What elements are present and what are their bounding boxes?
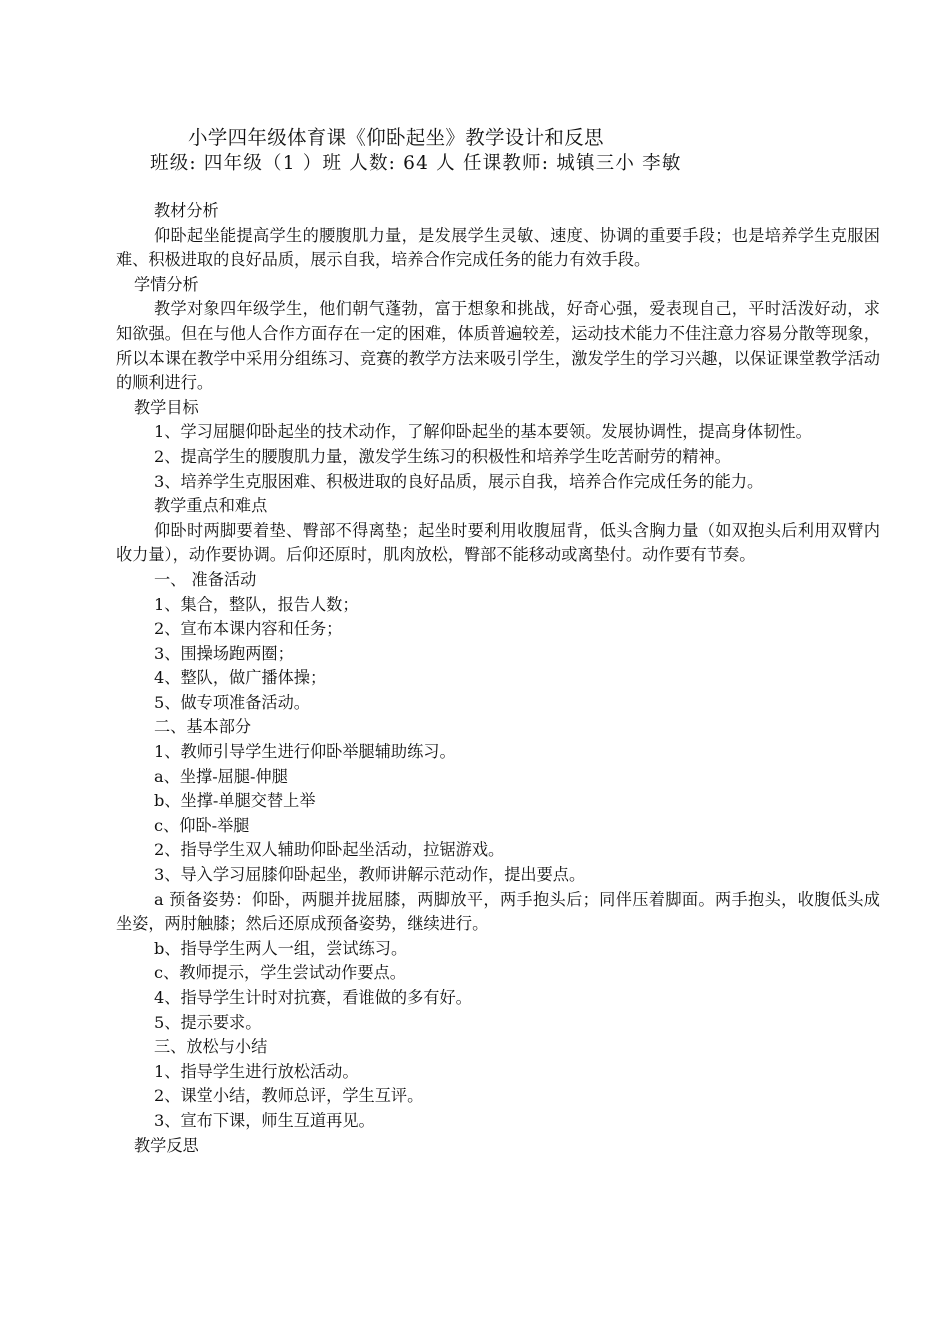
list-item: a 预备姿势：仰卧，两腿并拢屈膝，两脚放平，两手抱头后；同伴压着脚面。两手抱头，收腹低头成坐姿，两肘触膝；然后还原成预备姿势，继续进行。	[116, 889, 880, 934]
list-item: 2、提高学生的腰腹肌力量，激发学生练习的积极性和培养学生吃苦耐劳的精神。	[154, 446, 731, 466]
section-heading: 学情分析	[134, 274, 199, 294]
list-item: 5、提示要求。	[154, 1012, 262, 1032]
list-item: 1、指导学生进行放松活动。	[154, 1061, 359, 1081]
list-item: b、坐撑-单腿交替上举	[154, 791, 316, 811]
list-item: 3、围操场跑两圈；	[154, 643, 294, 663]
paragraph: 仰卧起坐能提高学生的腰腹肌力量，是发展学生灵敏、速度、协调的重要手段；也是培养学生克服困难、积极进取的良好品质，展示自我，培养合作完成任务的能力有效手段。	[116, 225, 880, 270]
list-item: 1、学习屈腿仰卧起坐的技术动作，了解仰卧起坐的基本要领。发展协调性，提高身体韧性。	[154, 422, 812, 442]
paragraph: 教学对象四年级学生，他们朝气蓬勃，富于想象和挑战，好奇心强，爱表现自己，平时活泼好动，求知欲强。但在与他人合作方面存在一定的困难，体质普遍较差，运动技术能力不佳注意力容易分散等现象，所以本课在教学中采用分组练习、竞赛的教学方法来吸引学生，激发学生的学习兴趣，以保证课堂教学活动的顺利进行。	[116, 299, 880, 393]
section-heading: 一、 准备活动	[154, 569, 257, 589]
section-heading: 教学反思	[134, 1135, 199, 1155]
document-body	[116, 199, 880, 1158]
list-item: 5、做专项准备活动。	[154, 692, 310, 712]
list-item: 4、指导学生计时对抗赛，看谁做的多有好。	[154, 988, 472, 1007]
list-item: 1、教师引导学生进行仰卧举腿辅助练习。	[154, 742, 456, 762]
section-heading: 三、放松与小结	[154, 1037, 268, 1057]
section-heading: 教学重点和难点	[154, 496, 268, 516]
list-item: 2、宣布本课内容和任务；	[154, 619, 343, 639]
section-heading: 教材分析	[154, 201, 219, 220]
paragraph: 仰卧时两脚要着垫、臀部不得离垫；起坐时要利用收腹屈背，低头含胸力量（如双抱头后利用双臂内收力量），动作要协调。后仰还原时，肌肉放松，臀部不能移动或离垫付。动作要有节奏。	[116, 520, 880, 565]
list-item: b、指导学生两人一组，尝试练习。	[154, 938, 408, 958]
list-item: 3、宣布下课，师生互道再见。	[154, 1110, 375, 1130]
list-item: c、教师提示，学生尝试动作要点。	[154, 963, 406, 983]
list-item: 2、指导学生双人辅助仰卧起坐活动，拉锯游戏。	[154, 840, 505, 860]
section-heading: 二、基本部分	[154, 717, 252, 737]
document-title: 小学四年级体育课《仰卧起坐》教学设计和反思	[188, 126, 604, 149]
list-item: c、仰卧-举腿	[154, 815, 250, 835]
list-item: a、坐撑-屈腿-伸腿	[154, 766, 288, 786]
list-item: 1、集合，整队，报告人数；	[154, 594, 359, 614]
list-item: 2、课堂小结，教师总评，学生互评。	[154, 1086, 424, 1106]
list-item: 3、培养学生克服困难、积极进取的良好品质，展示自我，培养合作完成任务的能力。	[154, 471, 764, 491]
list-item: 3、导入学习屈膝仰卧起坐，教师讲解示范动作，提出要点。	[154, 865, 586, 885]
section-heading: 教学目标	[134, 397, 199, 417]
list-item: 4、整队，做广播体操；	[154, 668, 327, 688]
class-info-line: 班级: 四年级（1 ）班 人数: 64 人 任课教师: 城镇三小 李敏	[150, 153, 682, 174]
